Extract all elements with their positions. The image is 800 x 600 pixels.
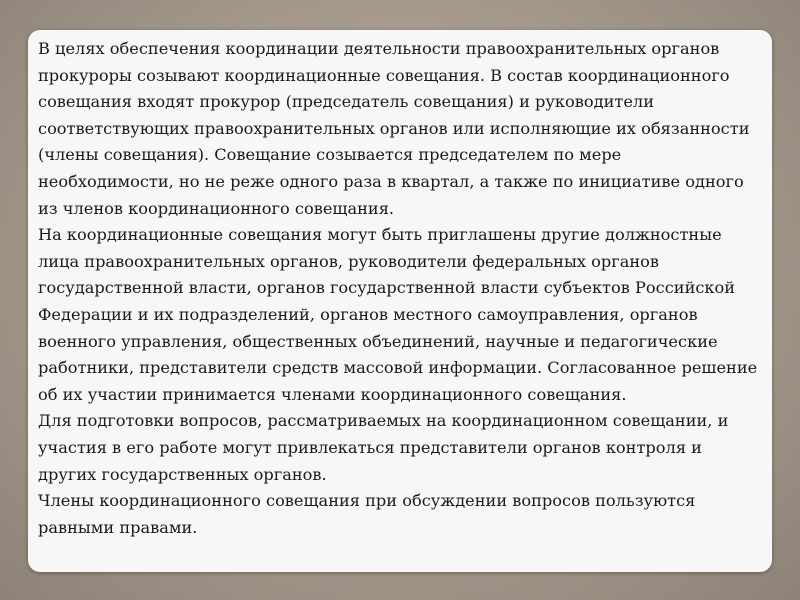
paragraph-1: В целях обеспечения координации деятельности правоохранительных органов прокуроры созывают координационные совещания. В состав координационного совещания входят прокурор (председатель совещания) и руководители соответствующих правоохранительных органов или исполняющие их обязанности (члены совещания). Совещание созывается председателем по мере необходимости, но не реже одного раза в квартал, а также по инициативе одного из членов координационного совещания. bbox=[38, 39, 750, 218]
text-panel bbox=[28, 30, 772, 572]
paragraph-2: На координационные совещания могут быть приглашены другие должностные лица правоохранительных органов, руководители федеральных органов государственной власти, органов государственной власти субъектов Российской Федерации и их подразделений, органов местного самоуправления, органов военного управления, общественных объединений, научные и педагогические работники, представители средств массовой информации. Согласованное решение об их участии принимается членами координационного совещания. bbox=[38, 225, 758, 404]
paragraph-3: Для подготовки вопросов, рассматриваемых на координационном совещании, и участия в его работе могут привлекаться представители органов контроля и других государственных органов. bbox=[38, 411, 729, 484]
paragraph-4: Члены координационного совещания при обсуждении вопросов пользуются равными правами. bbox=[38, 491, 696, 537]
